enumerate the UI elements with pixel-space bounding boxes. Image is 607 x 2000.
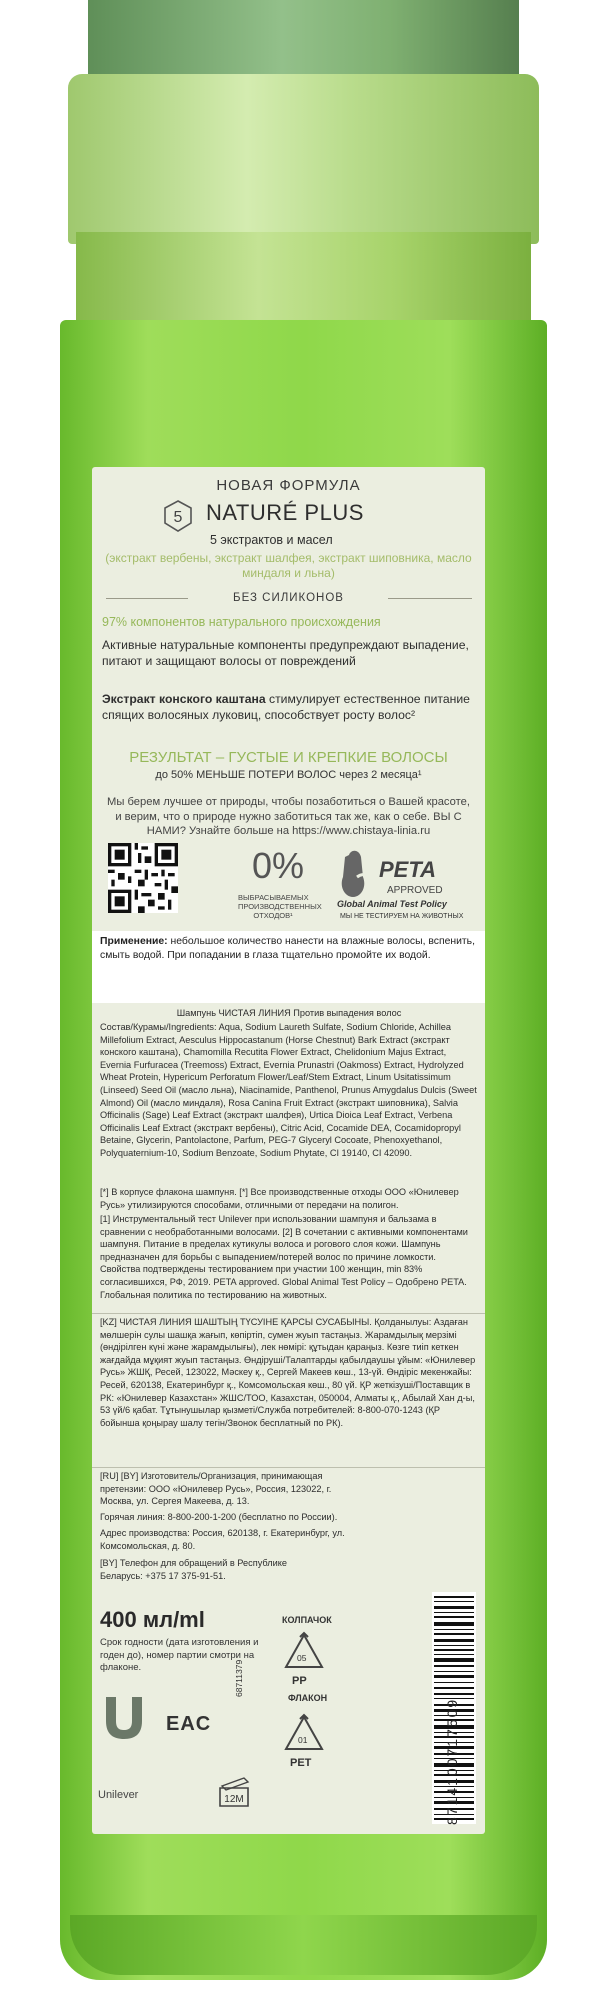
bottle-cap-band <box>68 74 539 244</box>
five-leaf-icon <box>162 499 194 533</box>
brand-name: NATURÉ PLUS <box>206 500 364 525</box>
ingredients-text: Состав/Курамы/Ingredients: Aqua, Sodium Laureth Sulfate, Sodium Chloride, Achillea Millefolium Extract, Aesculus Hippocastanum (Horse Chestnut) Bark Extract (экстракт конского каштана), Chamomilla Recutita Flower Extract, Chelidonium Majus Extract, Evernia Furfuracea (Treemoss) Extract, Evernia Prunastri (Oakmoss) Extract, Hydrolyzed Wheat Protein, Hypericum Perforatum Flower/Leaf/Stem Extract, Linum Usitatissimum (Linseed) Seed Oil (масло льна), Niacinamide, Panthenol, Prunus Amygdalus Dulcis (Sweet Almond) Oil (масло миндаля), Rosa Canina Fruit Extract (экстракт шиповника), Salvia Officinalis (Sage) Leaf Extract (экстракт шалфея), Urtica Dioica Leaf Extract, Verbena Officinalis Leaf Extract (экстракт вербены), Citric Acid, Cocamide DEA, Cocamidopropyl Betaine, Glycerin, Pantolactone, Parfum, PEG-7 Glyceryl Cocoate, Phenoxyethanol, Polyquaternium-10, Sodium Benzoate, Sodium Phytate, CI 19140, CI 42090. <box>100 1022 477 1158</box>
bottle-cap-top <box>88 0 519 85</box>
eac-mark: EAC <box>166 1713 212 1735</box>
by-phone: [BY] Телефон для обращений в Республике Беларусь: +375 17 375-91-51. <box>100 1558 287 1581</box>
application-band <box>92 931 485 1003</box>
separator-ru <box>92 1467 485 1468</box>
peta-approved: APPROVED <box>387 885 443 896</box>
care-text: Мы берем лучшее от природы, чтобы позаботиться о Вашей красоте, и верим, что о природе нужно заботиться так же, как о себе. ВЫ С НАМИ? Узнайте больше на https://www.chistaya-linia.ru <box>107 796 470 837</box>
bottle-base <box>70 1915 537 1975</box>
zero-waste-text: ВЫБРАСЫВАЕМЫХ ПРОИЗВОДСТВЕННЫХ ОТХОДОВ¹ <box>238 893 322 920</box>
volume-text: 400 мл/ml <box>100 1607 205 1632</box>
period-after-opening: 12M <box>224 1794 244 1805</box>
brand-subtitle: 5 экстрактов и масел <box>210 533 333 547</box>
no-silicone-text: БЕЗ СИЛИКОНОВ <box>233 592 344 604</box>
qr-code <box>108 843 178 913</box>
ru-manufacturer: [RU] [BY] Изготовитель/Организация, принимающая претензии: ООО «Юнилевер Русь», Россия, 123022, г. Москва, ул. Сергея Макеева, д. 13. <box>100 1471 332 1507</box>
unilever-logo-icon <box>102 1695 146 1741</box>
peta-bunny-icon <box>337 847 457 907</box>
result-heading: РЕЗУЛЬТАТ – ГУСТЫЕ И КРЕПКИЕ ВОЛОСЫ <box>129 749 448 766</box>
bottle-label: ФЛАКОН <box>288 1693 328 1703</box>
product-code: 68711379 <box>234 1659 244 1697</box>
kz-text: [KZ] ЧИСТАЯ ЛИНИЯ ШАШТЫҢ ТҮСУІНЕ ҚАРСЫ СУСАБЫНЫ. Қолданылуы: Аздаған мөлшерін сулы шашқа жағып, көпіртіп, сумен жуып тастаңыз. Жарамдылық мерзімі (өндірілген күні және жарамдылығы), лек нөмірі: құтыдан қараңыз. Көзге тиіп кеткен жағдайда мұқият жуып тастаңыз. Өндіруші/Талаптарды қабылдаушы ұйым: «Юнилевер Русь» ЖШҚ, Ресей, 123022, Мәскеу қ., Сергей Макеев көш., 13-үй. Өндіріс мекенжайы: Ресей, 620138, Екатеринбург қ., Комсомольская көш., 80 үй. ҚР жеткізуші/Поставщик в РК: «Юнилевер Казахстан» ЖШС/ТОО, Казахстан, 050004, Алматы қ., Абылай Хан д-ы, 53 үй/6 қабат. Тұтынушылар қызметі/Служба потребителей: 8-800-070-1243 (ҚР бойынша қоңырау шалу тегін/Звонок бесплатный по РК). <box>100 1317 476 1428</box>
zero-waste-percent: 0% <box>252 845 305 886</box>
peta-no-test: МЫ НЕ ТЕСТИРУЕМ НА ЖИВОТНЫХ <box>340 913 464 920</box>
extracts-list: (экстракт вербены, экстракт шалфея, экстракт шиповника, масло миндаля и льна) <box>105 551 472 580</box>
new-formula-heading: НОВАЯ ФОРМУЛА <box>216 477 361 494</box>
waste-note: [*] В корпусе флакона шампуня. [*] Все производственные отходы ООО «Юнилевер Русь» утилизируются способами, отличными от передачи на полигон. <box>100 1187 459 1210</box>
bottle-cap-lower <box>76 232 531 327</box>
barcode-number: 8714100717509 <box>444 1697 460 1825</box>
hotline-text: Горячая линия: 8-800-200-1-200 (бесплатно по России). <box>100 1512 338 1522</box>
active-components-text: Активные натуральные компоненты предупреждают выпадение, питают и защищают волосы от повреждений <box>102 638 469 668</box>
separator-kz <box>92 1313 485 1314</box>
brand-row <box>162 497 422 537</box>
peta-text: PETA <box>379 857 437 882</box>
bottle-recycle-number: 01 <box>298 1735 308 1745</box>
recycle-bottle-icon <box>282 1713 326 1753</box>
product-line: Шампунь ЧИСТАЯ ЛИНИЯ Против выпадения волос <box>176 1008 402 1018</box>
peta-policy: Global Animal Test Policy <box>337 899 447 909</box>
natural-percent-text: 97% компонентов натурального происхождения <box>102 615 381 629</box>
unilever-name: Unilever <box>98 1789 139 1801</box>
production-address: Адрес производства: Россия, 620138, г. Екатеринбург, ул. Комсомольская, д. 80. <box>100 1528 345 1551</box>
product-label <box>92 467 485 1834</box>
chestnut-text <box>102 692 474 723</box>
brand-number: 5 <box>173 509 183 526</box>
open-jar-icon <box>214 1776 254 1810</box>
application-text <box>100 935 478 962</box>
shelf-life-text: Срок годности (дата изготовления и годен до), номер партии смотри на флаконе. <box>100 1637 259 1673</box>
result-subtitle: до 50% МЕНЬШЕ ПОТЕРИ ВОЛОС через 2 месяца¹ <box>155 769 422 781</box>
cap-material: PP <box>292 1675 307 1687</box>
application-label: Применение: <box>100 936 168 947</box>
recycle-cap-icon <box>282 1631 326 1671</box>
footnotes-text: [1] Инструментальный тест Unilever при использовании шампуня и бальзама в сравнении с необработанными волосами. [2] В сочетании с активными компонентами шампуня. Питание в пределах кутикулы волоса и рогового слоя кожи. Шампунь предназначен для борьбы с выпадением/потерей волос по причине ломкости. Свойства подтверждены тестированием при участии 100 женщин, min 83% согласившихся, РФ, 2019. PETA approved. Global Animal Test Policy – Одобрено PETA. Глобальная политика по тестированию на животных. <box>100 1214 468 1300</box>
chestnut-bold: Экстракт конского каштана <box>102 692 266 706</box>
chestnut-rest: стимулирует естественное питание спящих волосяных луковиц, способствует росту волос² <box>102 692 470 722</box>
application-rest: небольшое количество нанести на влажные волосы, вспенить, смыть водой. При попадании в глаза тщательно промойте их водой. <box>100 936 475 961</box>
cap-recycle-number: 05 <box>297 1653 307 1663</box>
cap-label: КОЛПАЧОК <box>282 1615 332 1625</box>
bottle-material: PET <box>290 1757 312 1769</box>
